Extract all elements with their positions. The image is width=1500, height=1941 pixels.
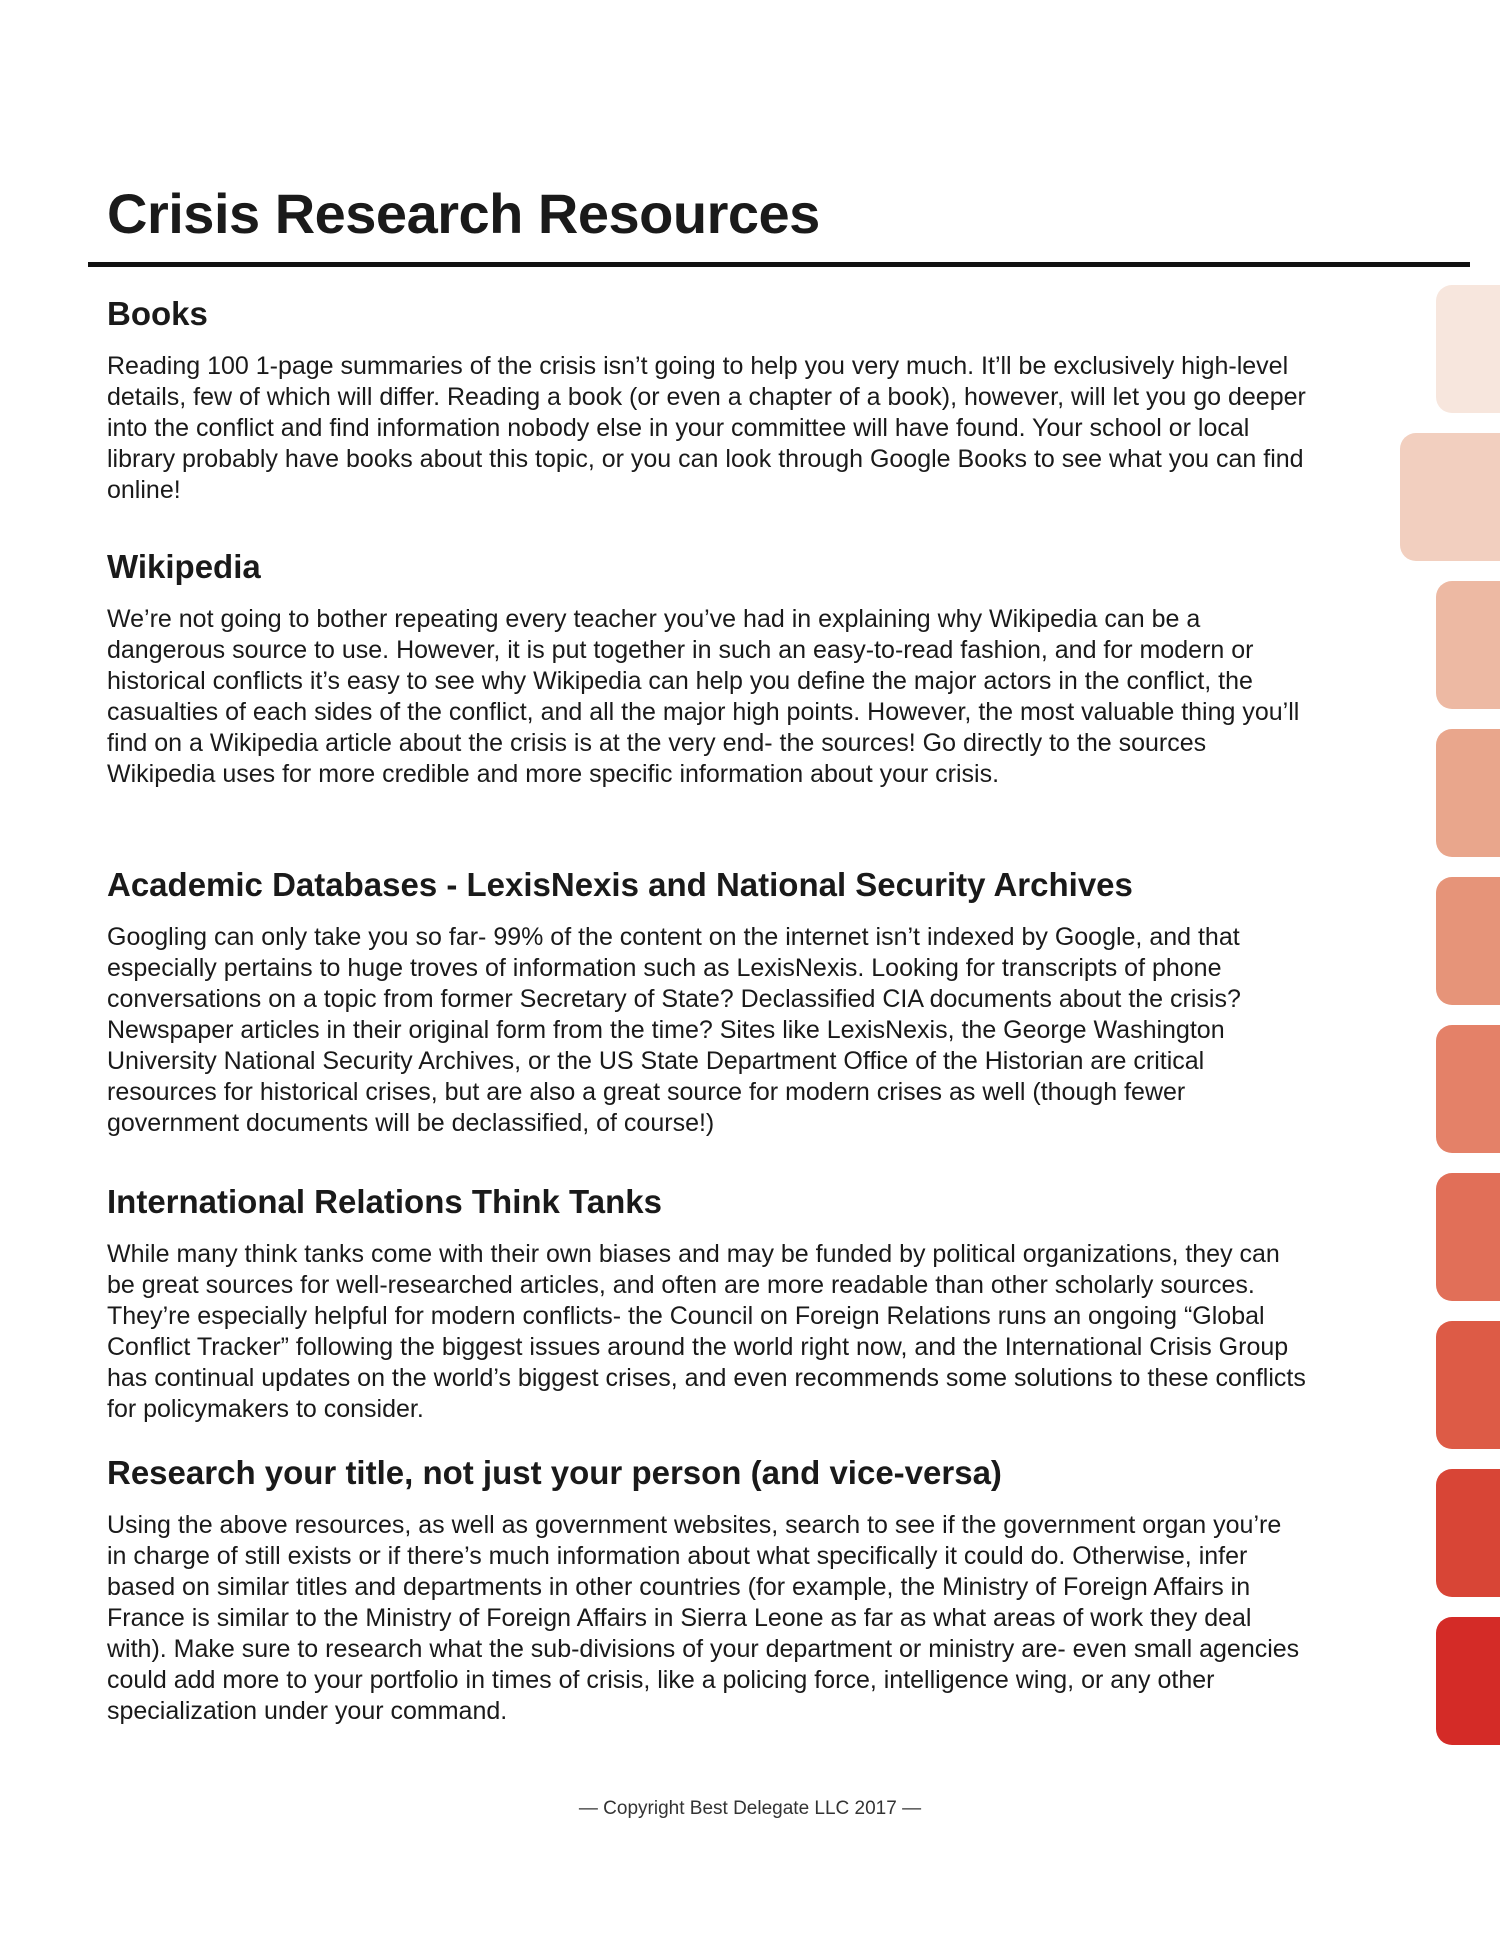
side-tab-5[interactable] xyxy=(1436,877,1500,1005)
section-body-research-title: Using the above resources, as well as government websites, search to see if the government organ you’re in charge of still exists or if there’s much information about what specifically it could do. Otherwise, infer based on similar titles and departments in other countries (for example, the Ministry of Foreign Affairs in France is similar to the Ministry of Foreign Affairs in Sierra Leone as far as what areas of work they deal with). Make sure to research what the sub-divisions of your department or ministry are- even small agencies could add more to your portfolio in times of crisis, like a policing force, intelligence wing, or any other specialization under your command. xyxy=(107,1510,1300,1725)
section-wikipedia xyxy=(107,548,1307,790)
section-heading-books: Books xyxy=(107,295,208,332)
section-research-title xyxy=(107,1454,1307,1727)
side-tab-2[interactable] xyxy=(1400,433,1500,561)
side-tab-6[interactable] xyxy=(1436,1025,1500,1153)
side-tab-10[interactable] xyxy=(1436,1617,1500,1745)
section-heading-wikipedia: Wikipedia xyxy=(107,548,261,585)
side-tab-8[interactable] xyxy=(1436,1321,1500,1449)
section-heading-research-title: Research your title, not just your person (and vice-versa) xyxy=(107,1454,1002,1491)
section-heading-academic-databases: Academic Databases - LexisNexis and National Security Archives xyxy=(107,866,1133,903)
side-tab-7[interactable] xyxy=(1436,1173,1500,1301)
page-title: Crisis Research Resources xyxy=(107,182,820,245)
title-divider xyxy=(88,262,1470,267)
section-body-think-tanks: While many think tanks come with their own biases and may be funded by political organizations, they can be great sources for well-researched articles, and often are more readable than other scholarly sources. They’re especially helpful for modern conflicts- the Council on Foreign Relations runs an ongoing “Global Conflict Tracker” following the biggest issues around the world right now, and the International Crisis Group has continual updates on the world’s biggest crises, and even recommends some solutions to these conflicts for policymakers to consider. xyxy=(107,1239,1306,1423)
side-tab-3[interactable] xyxy=(1436,581,1500,709)
side-tab-1[interactable] xyxy=(1436,285,1500,413)
section-body-academic-databases: Googling can only take you so far- 99% of the content on the internet isn’t indexed by Google, and that especially pertains to huge troves of information such as LexisNexis. Looking for transcripts of phone conversations on a topic from former Secretary of State? Declassified CIA documents about the crisis? Newspaper articles in their original form from the time? Sites like LexisNexis, the George Washington University National Security Archives, or the US State Department Office of the Historian are critical resources for historical crises, but are also a great source for modern crises as well (though fewer government documents will be declassified, of course!) xyxy=(107,922,1241,1137)
side-tab-9[interactable] xyxy=(1436,1469,1500,1597)
copyright-footer: — Copyright Best Delegate LLC 2017 — xyxy=(578,1798,922,1819)
section-think-tanks xyxy=(107,1183,1307,1425)
side-tab-4[interactable] xyxy=(1436,729,1500,857)
section-academic-databases xyxy=(107,866,1307,1139)
section-body-wikipedia: We’re not going to bother repeating every teacher you’ve had in explaining why Wikipedia can be a dangerous source to use. However, it is put together in such an easy-to-read fashion, and for modern or historical conflicts it’s easy to see why Wikipedia can help you define the major actors in the conflict, the casualties of each sides of the conflict, and all the major high points. However, the most valuable thing you’ll find on a Wikipedia article about the crisis is at the very end- the sources! Go directly to the sources Wikipedia uses for more credible and more specific information about your crisis. xyxy=(107,604,1300,788)
section-heading-think-tanks: International Relations Think Tanks xyxy=(107,1183,662,1220)
section-books xyxy=(107,295,1307,506)
section-body-books: Reading 100 1-page summaries of the crisis isn’t going to help you very much. It’ll be exclusively high-level details, few of which will differ. Reading a book (or even a chapter of a book), however, will let you go deeper into the conflict and find information nobody else in your committee will have found. Your school or local library probably have books about this topic, or you can look through Google Books to see what you can find online! xyxy=(107,351,1306,504)
